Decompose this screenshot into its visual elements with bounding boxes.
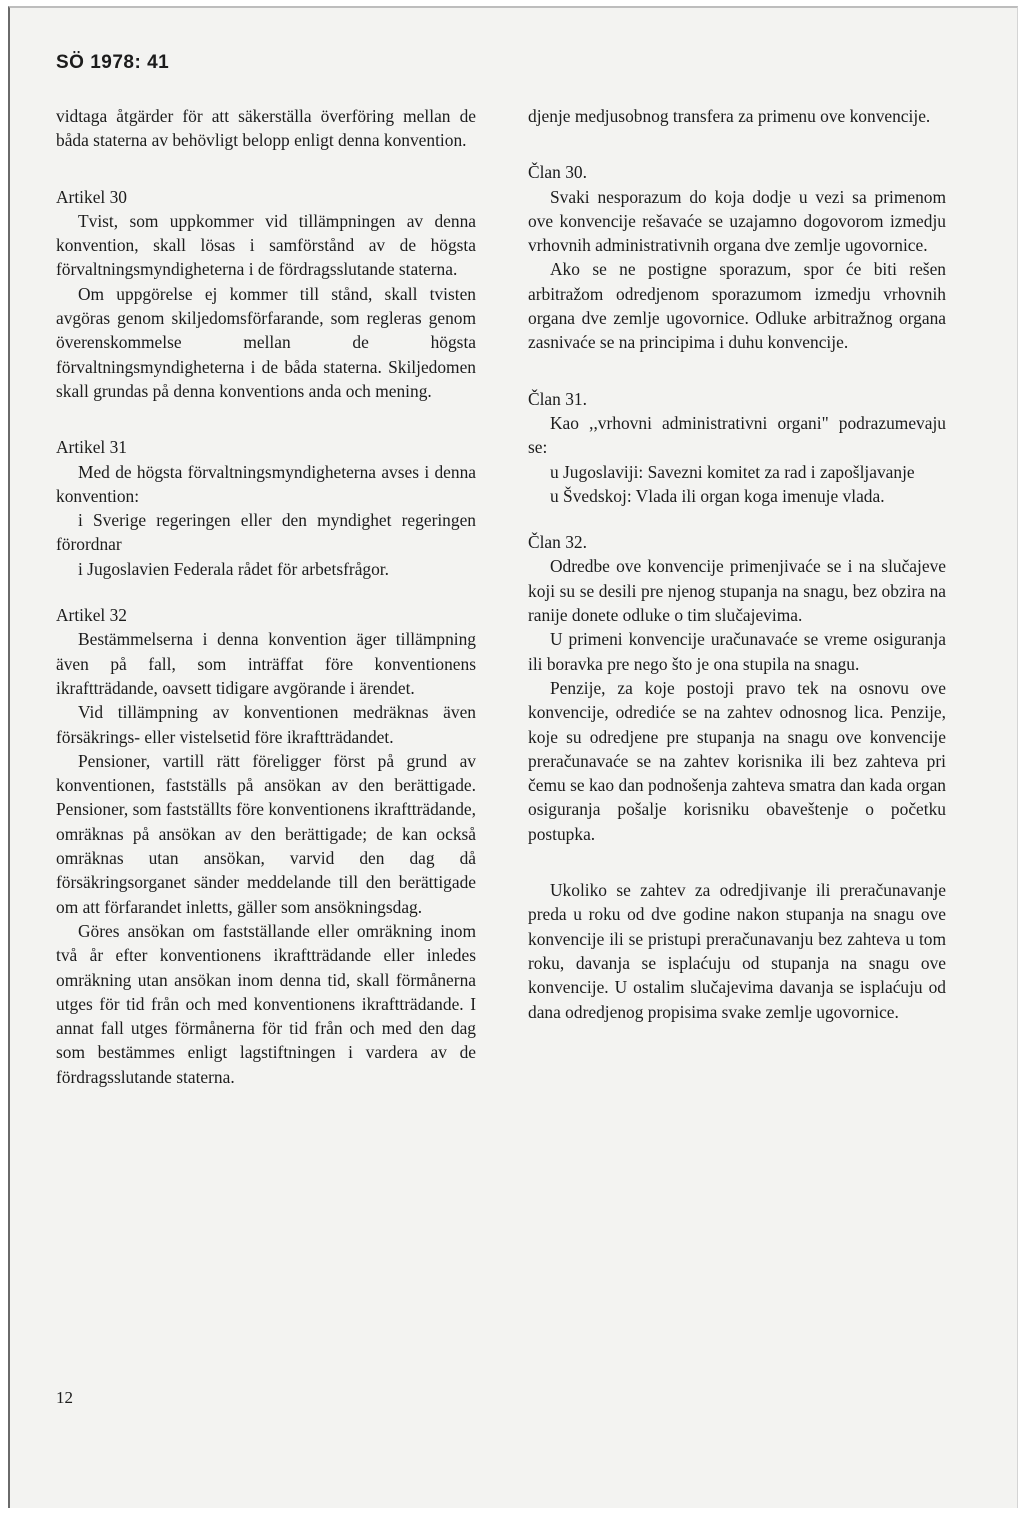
artikel-31-paragraph-3: i Jugoslavien Federala rådet för arbetsfrågor. (78, 558, 389, 579)
clan-32-paragraph-1: Odredbe ove konvencije primenjivaće se i na slučajeve koji su se desili pre njenog stupanja na snagu, bez obzira na ranije donete odluke o tim slučajevima. (528, 556, 946, 626)
swedish-intro: vidtaga åtgärder för att säkerställa överföring mellan de båda staterna av behövligt belopp enligt denna konvention. (56, 106, 476, 151)
artikel-30-paragraph-2: Om uppgörelse ej kommer till stånd, skall tvisten avgöras genom skiljedomsförfarande, som regleras genom överenskommelse mellan de högsta förvaltningsmyndigheterna i de båda staterna. Skiljedomen skall grundas på denna konventions anda och mening. (56, 283, 476, 401)
artikel-32-paragraph-2: Vid tillämpning av konventionen medräknas även försäkrings- eller vistelsetid före ikraftträdandet. (56, 702, 476, 747)
clan-31-heading: Član 31. (528, 388, 587, 409)
artikel-30-paragraph-1: Tvist, som uppkommer vid tillämpningen av denna konvention, skall lösas i samförstånd av de högsta förvaltningsmyndigheterna i de fördragsslutande staterna. (56, 210, 476, 280)
swedish-column (56, 104, 476, 1089)
clan-30-heading: Član 30. (528, 162, 587, 183)
page-number: 12 (56, 1388, 73, 1407)
serbocroatian-intro: djenje medjusobnog transfera za primenu ove konvencije. (528, 106, 931, 126)
clan-30-paragraph-2: Ako se ne postigne sporazum, spor će biti rešen arbitražom odredjenom sporazumom izmedju vrhovnih organa dve zemlje ugovornice. Odluke arbitražnog organa zasnivaće se na principima i duhu konvencije. (528, 259, 946, 353)
artikel-31-heading: Artikel 31 (56, 437, 127, 458)
artikel-32-paragraph-3: Pensioner, vartill rätt föreligger först på grund av konventionen, fastställs på ansökan av den berättigade. Pensioner, som fastställts före konventionens ikraftträdande, omräknas på ansökan av den berättigade; de kan också omräknas utan ansökan, varvid den dag då försäkringsorganet sänder meddelande till den berättigade om att förfarandet inletts, gäller som ansökningsdag. (56, 750, 476, 917)
artikel-32-heading: Artikel 32 (56, 605, 127, 626)
artikel-32-paragraph-1: Bestämmelserna i denna konvention äger tillämpning även på fall, som inträffat före konventionens ikraftträdande, oavsett tidigare avgörande i ärendet. (56, 629, 476, 698)
artikel-32-paragraph-4: Göres ansökan om fastställande eller omräkning inom två år efter konventionens ikraftträdande eller inledes omräkning utan ansökan inom denna tid, skall förmånerna utges för tid från och med konventionens ikraftträdande. I annat fall utges förmånerna för tid från och med den dag som bestämmes enligt lagstiftningen i vardera av de fördragsslutande staterna. (56, 920, 476, 1087)
artikel-31-paragraph-1: Med de högsta förvaltningsmyndigheterna avses i denna konvention: (56, 461, 476, 506)
clan-32-heading: Član 32. (528, 532, 587, 553)
document-reference: SÖ 1978: 41 (56, 52, 170, 73)
clan-32-paragraph-4: Ukoliko se zahtev za odredjivanje ili preračunavanje preda u roku od dve godine nakon stupanja na snagu ove konvencije ili se pristupi preračunavanju bez zahteva u tom roku, davanja se isplaćuju od stupanja na snagu ove konvencije. U ostalim slučajevima davanja se isplaćuju od dana odredjenog propisima svake zemlje ugovornice. (528, 880, 946, 1022)
artikel-30-heading: Artikel 30 (56, 186, 127, 207)
clan-30-paragraph-1: Svaki nesporazum do koja dodje u vezi sa primenom ove konvencije rešavaće se uzajamno dogovorom izmedju vrhovnih administrativnih organa dve zemlje ugovornice. (528, 186, 946, 256)
clan-32-paragraph-3: Penzije, za koje postoji pravo tek na osnovu ove konvencije, odrediće se na zahtev odnosnog lica. Penzije, koje su odredjene pre stupanja na snagu ove konvencije preračunavaće se na zahtev korisnika ili bez zahteva pri čemu se kao dan podnošenja zahteva smatra dan kada organ osiguranja pošalje korisniku obaveštenje o početku postupka. (528, 677, 946, 844)
artikel-31-paragraph-2: i Sverige regeringen eller den myndighet regeringen förordnar (56, 510, 476, 555)
clan-31-paragraph-2: u Jugoslaviji: Savezni komitet za rad i zapošljavanje (550, 461, 915, 482)
serbocroatian-column (528, 104, 946, 1024)
clan-31-paragraph-3: u Švedskoj: Vlada ili organ koga imenuje vlada. (550, 485, 885, 506)
clan-32-paragraph-2: U primeni konvencije uračunavaće se vreme osiguranja ili boravka pre nego što je ona stupila na snagu. (528, 629, 946, 674)
clan-31-paragraph-1: Kao ,,vrhovni administrativni organi" podrazumevaju se: (528, 412, 946, 458)
document-page (8, 6, 1018, 1508)
